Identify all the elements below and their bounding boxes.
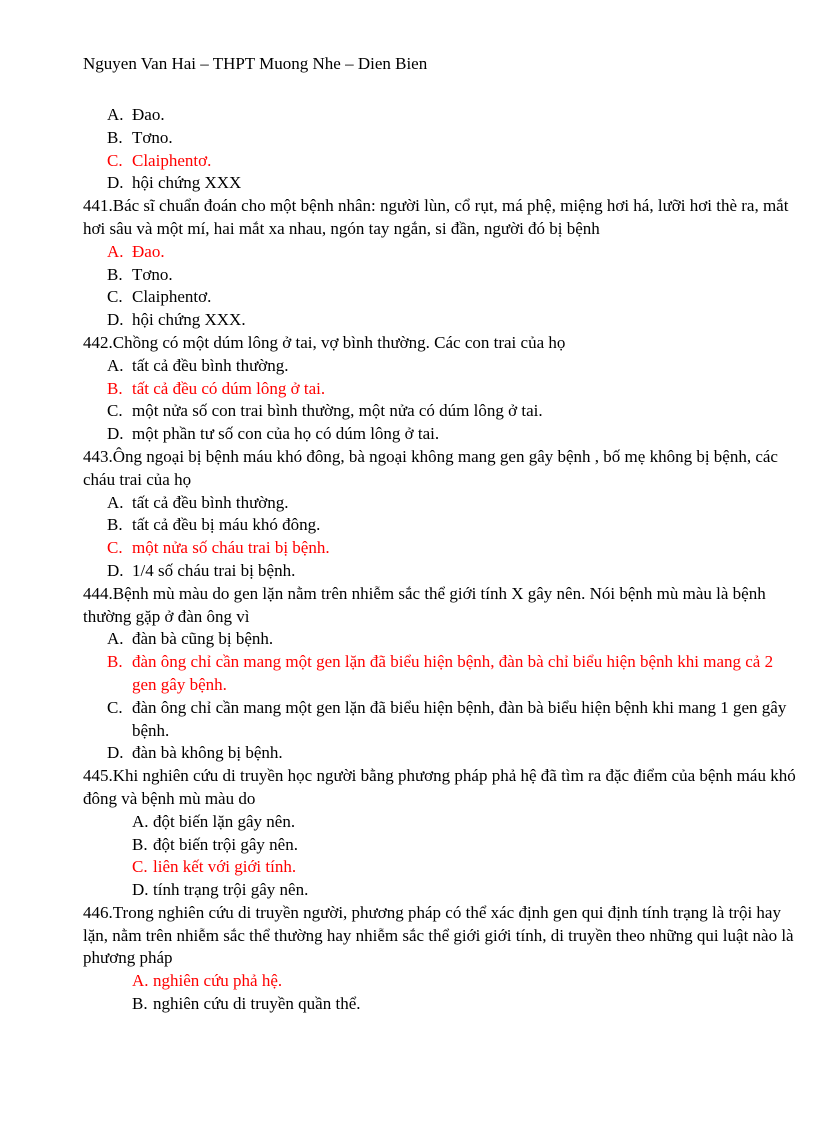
answer-option <box>83 309 799 332</box>
option-letter: D. <box>107 424 124 444</box>
page-header: Nguyen Van Hai – THPT Muong Nhe – Dien Bien <box>83 54 428 73</box>
option-letter: C. <box>107 697 123 717</box>
option-letter: A. <box>107 105 124 124</box>
option-text: đàn bà không bị bệnh. <box>132 743 283 763</box>
option-text: đàn ông chỉ cần mang một gen lặn đã biểu hiện bệnh, đàn bà biểu hiện bệnh khi mang 1 gen gây bệnh. <box>132 697 787 740</box>
option-text: một nửa số con trai bình thường, một nửa có dúm lông ở tai. <box>132 401 543 421</box>
option-text: tính trạng trội gây nên. <box>153 880 309 900</box>
option-text: Claiphentơ. <box>132 287 212 307</box>
option-text: một phần tư số con của họ có dúm lông ở tai. <box>132 424 440 444</box>
answer-option <box>83 628 799 651</box>
answer-option <box>83 172 799 195</box>
answer-option <box>83 514 799 537</box>
question-text: 445.Khi nghiên cứu di truyền học người bằng phương pháp phả hệ đã tìm ra đặc điểm của bệnh máu khó đông và bệnh mù màu do <box>83 766 796 808</box>
option-letter: C. <box>107 401 123 421</box>
option-letter: D. <box>107 173 124 193</box>
option-text: nghiên cứu phả hệ. <box>153 971 283 991</box>
option-text: liên kết với giới tính. <box>153 857 297 877</box>
option-text: tất cả đều bình thường. <box>132 492 289 512</box>
option-letter: C. <box>132 857 148 877</box>
question-list <box>83 104 799 1016</box>
option-text: 1/4 số cháu trai bị bệnh. <box>132 560 296 580</box>
option-letter: B. <box>107 515 123 535</box>
answer-option-correct <box>83 970 799 993</box>
answer-option <box>83 286 799 309</box>
answer-option <box>83 127 799 150</box>
option-letter: B. <box>107 264 123 284</box>
answer-option <box>83 834 799 857</box>
answer-option <box>83 742 799 765</box>
option-letter: A. <box>107 241 124 261</box>
option-text: một nửa số cháu trai bị bệnh. <box>132 538 330 558</box>
option-letter: D. <box>107 310 124 330</box>
option-text: Đao. <box>132 241 165 261</box>
question-text: 444.Bệnh mù màu do gen lặn nằm trên nhiễm sắc thể giới tính X gây nên. Nói bệnh mù màu là bệnh thường gặp ở đàn ông vì <box>83 583 766 626</box>
answer-option-correct <box>83 241 799 264</box>
option-letter: A. <box>132 971 149 991</box>
option-text: Tơno. <box>132 127 173 147</box>
answer-option <box>83 264 799 287</box>
option-text: tất cả đều có dúm lông ở tai. <box>132 378 326 398</box>
answer-option <box>83 697 799 743</box>
option-text: đàn bà cũng bị bệnh. <box>132 629 274 649</box>
answer-option-correct <box>83 378 799 401</box>
answer-option <box>83 560 799 583</box>
option-letter: D. <box>132 880 149 900</box>
option-text: đàn ông chỉ cần mang một gen lặn đã biểu hiện bệnh, đàn bà chỉ biểu hiện bệnh khi mang cả 2 gen gây bệnh. <box>132 652 774 694</box>
option-text: hội chứng XXX <box>132 173 242 193</box>
answer-option <box>83 492 799 515</box>
answer-option-correct <box>83 651 799 697</box>
answer-option-correct <box>83 537 799 560</box>
option-text: đột biến lặn gây nên. <box>153 811 296 831</box>
answer-option <box>83 355 799 378</box>
option-letter: D. <box>107 743 124 763</box>
option-letter: C. <box>107 150 123 170</box>
option-letter: A. <box>132 811 149 831</box>
answer-option <box>83 423 799 446</box>
option-letter: B. <box>132 834 148 854</box>
answer-option-correct <box>83 856 799 879</box>
answer-option <box>83 879 799 902</box>
option-text: nghiên cứu di truyền quần thể. <box>153 994 361 1014</box>
answer-option <box>83 104 799 127</box>
option-text: Claiphentơ. <box>132 150 212 170</box>
answer-option <box>83 993 799 1016</box>
option-text: đột biến trội gây nên. <box>153 834 298 854</box>
option-letter: B. <box>107 127 123 147</box>
option-text: hội chứng XXX. <box>132 310 246 330</box>
question-text: 441.Bác sĩ chuẩn đoán cho một bệnh nhân: người lùn, cổ rụt, má phệ, miệng hơi há, lưỡi hơi thè ra, mắt hơi sâu và một mí, hai mắt xa nhau, ngón tay ngắn, si đần, người đó bị bệnh <box>83 196 789 238</box>
answer-option <box>83 811 799 834</box>
question-text: 442.Chồng có một dúm lông ở tai, vợ bình thường. Các con trai của họ <box>83 332 566 352</box>
question-text: 446.Trong nghiên cứu di truyền người, phương pháp có thể xác định gen qui định tính trạng là trội hay lặn, nằm trên nhiễm sắc thể thường hay nhiễm sắc thể giới giới tính, di truyền theo những qui luật nào là phương pháp <box>83 902 794 968</box>
answer-option <box>83 400 799 423</box>
option-letter: D. <box>107 560 124 580</box>
option-text: tất cả đều bình thường. <box>132 355 289 375</box>
option-letter: A. <box>107 492 124 512</box>
option-letter: C. <box>107 538 123 558</box>
option-letter: A. <box>107 355 124 375</box>
option-letter: B. <box>107 652 123 672</box>
question-text: 443.Ông ngoại bị bệnh máu khó đông, bà ngoại không mang gen gây bệnh , bố mẹ không bị bệnh, các cháu trai của họ <box>83 446 778 489</box>
option-text: tất cả đều bị máu khó đông. <box>132 515 321 535</box>
option-letter: B. <box>132 994 148 1014</box>
option-letter: A. <box>107 629 124 649</box>
answer-option-correct <box>83 150 799 173</box>
option-text: Đao. <box>132 105 165 124</box>
option-text: Tơno. <box>132 264 173 284</box>
option-letter: B. <box>107 378 123 398</box>
option-letter: C. <box>107 287 123 307</box>
